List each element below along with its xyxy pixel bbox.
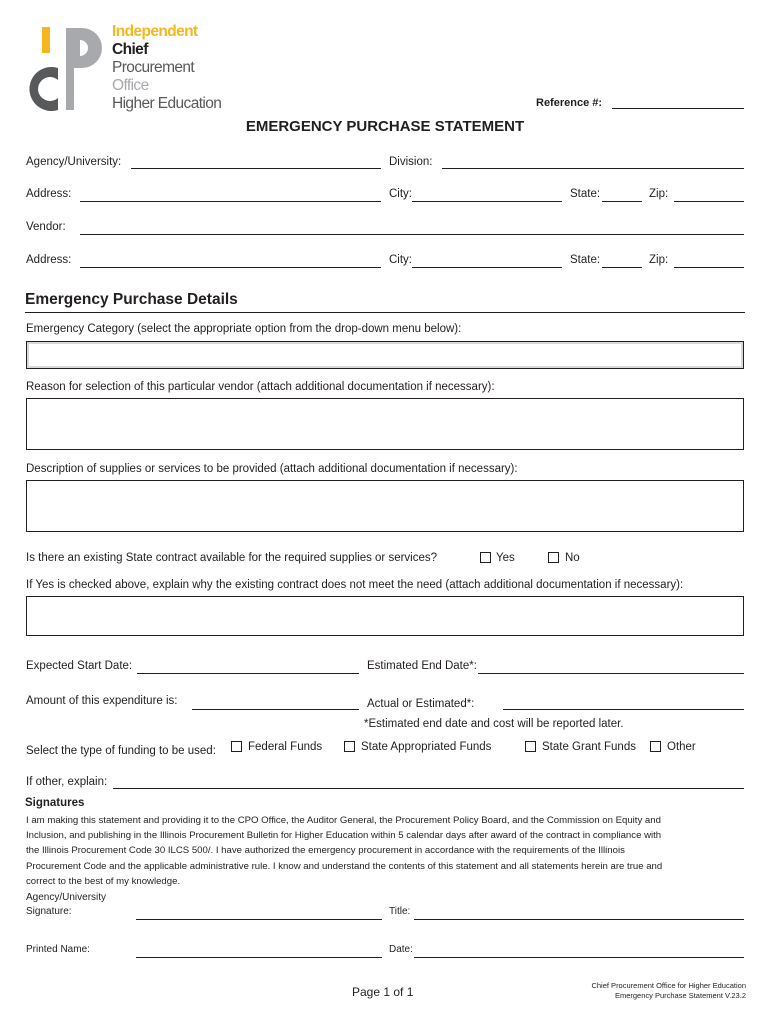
date-field[interactable] [414,957,744,958]
funding-label: Select the type of funding to be used: [26,745,216,757]
start-date-field[interactable] [137,673,359,674]
vendor-state-field[interactable] [602,267,642,268]
amount-label: Amount of this expenditure is: [26,695,178,707]
state-field[interactable] [602,201,642,202]
footer-office: Chief Procurement Office for Higher Education [591,981,746,990]
statement-line: I am making this statement and providing it to the CPO Office, the Auditor General, the Procurement Policy Board, and the Commission on Equity and [26,815,661,826]
printed-name-label: Printed Name: [26,944,90,955]
state-appropriated-label: State Appropriated Funds [361,741,492,753]
agency-signature-label [26,891,106,919]
statement-line: correct to the best of my knowledge. [26,875,181,887]
reason-textarea[interactable] [26,398,744,450]
explain-label: If Yes is checked above, explain why the existing contract does not meet the need (attach additional documentation if necessary): [26,579,684,591]
no-label: No [565,552,580,564]
emergency-category-dropdown[interactable] [26,341,744,369]
state-label: State: [570,188,601,200]
amount-field[interactable] [192,709,359,710]
page-number: Page 1 of 1 [352,985,414,999]
vendor-zip-field[interactable] [674,267,744,268]
reason-label: Reason for selection of this particular vendor (attach additional documentation if necessary): [26,381,495,393]
other-funds-label: Other [667,741,696,753]
reference-field[interactable] [612,108,744,109]
statement-line: the Illinois Procurement Code 30 ILCS 500/. I have authorized the emergency procurement in accordance with the requirements of the Illinois [26,845,625,857]
logo-line-4: Office [112,77,149,94]
other-explain-label: If other, explain: [26,776,108,788]
statement-paragraph [26,813,746,889]
address-label: Address: [26,188,72,200]
logo-line-2: Chief [112,41,148,58]
state-grant-label: State Grant Funds [542,741,636,753]
page-title: EMERGENCY PURCHASE STATEMENT [245,118,525,135]
logo-mark-icon [20,22,115,114]
end-date-label: Estimated End Date*: [367,660,477,672]
other-funds-checkbox[interactable] [650,741,661,752]
vendor-address-field[interactable] [80,267,381,268]
vendor-city-label: City: [389,254,412,266]
details-divider [25,312,745,313]
footer-form-id: Emergency Purchase Statement V.23.2 [614,991,746,1000]
vendor-city-field[interactable] [412,267,562,268]
logo-line-5: Higher Education [112,95,222,112]
details-heading: Emergency Purchase Details [25,291,238,308]
contract-question: Is there an existing State contract available for the required supplies or services? [26,552,438,564]
logo-line-1: Independent [112,23,198,40]
agency-signature-label-line: Agency/University [26,892,107,903]
title-field[interactable] [414,919,744,920]
address-field[interactable] [80,201,381,202]
title-label: Title: [389,906,411,917]
logo-line-3: Procurement [112,59,195,76]
end-date-field[interactable] [478,673,744,674]
state-appropriated-checkbox[interactable] [344,741,355,752]
vendor-field[interactable] [80,234,744,235]
yes-label: Yes [496,552,515,564]
zip-field[interactable] [674,201,744,202]
actual-estimated-field[interactable] [503,709,744,710]
vendor-label: Vendor: [26,221,66,233]
logo [20,22,245,114]
yes-checkbox[interactable] [480,552,491,563]
printed-name-field[interactable] [136,957,382,958]
start-date-label: Expected Start Date: [26,660,133,672]
federal-funds-checkbox[interactable] [231,741,242,752]
no-checkbox[interactable] [548,552,559,563]
city-label: City: [389,188,412,200]
description-label: Description of supplies or services to be provided (attach additional documentation if necessary): [26,463,518,475]
agency-field[interactable] [131,168,381,169]
signatures-heading: Signatures [25,797,85,809]
other-explain-field[interactable] [113,788,744,789]
federal-funds-label: Federal Funds [248,741,323,753]
reference-label: Reference #: [536,97,603,109]
agency-label: Agency/University: [26,156,122,168]
agency-signature-label-line: Signature: [26,906,72,917]
statement-line: Procurement Code and the applicable administrative rule. I know and understand the contents of this statement and all statements herein are true and [26,860,663,872]
division-label: Division: [389,156,433,168]
division-field[interactable] [442,168,744,169]
city-field[interactable] [412,201,562,202]
date-label: Date: [389,944,413,955]
state-grant-checkbox[interactable] [525,741,536,752]
actual-estimated-label: Actual or Estimated*: [367,698,475,710]
agency-signature-field[interactable] [136,919,382,920]
statement-line: Inclusion, and publishing in the Illinois Procurement Bulletin for Higher Education within 5 calendar days after award of the contract in compliance with [26,830,662,842]
zip-label: Zip: [649,188,669,200]
vendor-state-label: State: [570,254,601,266]
estimate-note: *Estimated end date and cost will be reported later. [364,718,624,730]
vendor-zip-label: Zip: [649,254,669,266]
vendor-address-label: Address: [26,254,72,266]
description-textarea[interactable] [26,480,744,532]
category-label: Emergency Category (select the appropriate option from the drop-down menu below): [26,323,462,335]
explain-textarea[interactable] [26,596,744,636]
